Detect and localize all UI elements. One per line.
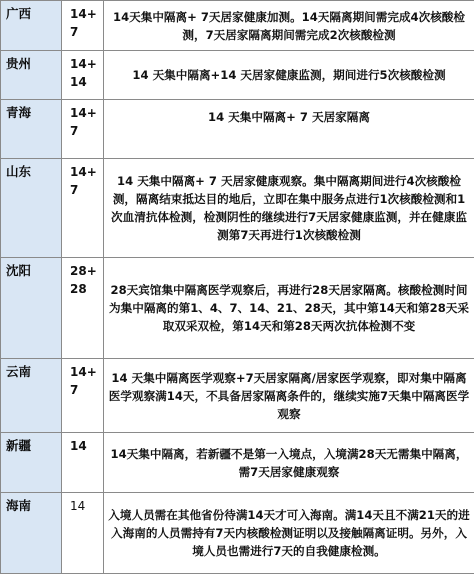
table-row — [1, 359, 474, 433]
policy-cell: 14 天集中隔离+ 7 天居家隔离 — [104, 100, 474, 159]
policy-cell: 入境人员需在其他省份待满14天才可入海南。满14天且不满21天的进入海南的人员需持有7天内核酸检测证明以及接触隔离证明。另外，入境人员也需进行7天的自我健康检测。 — [104, 493, 474, 574]
region-cell: 沈阳 — [1, 258, 62, 359]
days-cell: 14+ 7 — [62, 1, 104, 51]
policy-cell: 28天宾馆集中隔离医学观察后，再进行28天居家隔离。核酸检测时间为集中隔离的第1、4、7、14、21、28天，其中第14天和第28天采取双采双检，第14天和第28天两次抗体检测不变 — [104, 258, 474, 359]
region-cell: 山东 — [1, 159, 62, 258]
policy-cell: 14 天集中隔离+ 7 天居家健康观察。集中隔离期间进行4次核酸检测，隔离结束抵达目的地后，立即在集中服务点进行1次核酸检测和1次血清抗体检测，检测阴性的继续进行7天居家健康监测，并在健康监测第7天再进行1次核酸检测 — [104, 159, 474, 258]
policy-cell: 14天集中隔离，若新疆不是第一入境点，入境满28天无需集中隔离，需7天居家健康观察 — [104, 433, 474, 493]
table-row — [1, 100, 474, 159]
table-row — [1, 159, 474, 258]
region-cell: 青海 — [1, 100, 62, 159]
region-cell: 海南 — [1, 493, 62, 574]
days-cell: 14+ 14 — [62, 51, 104, 100]
days-cell: 14+ 7 — [62, 159, 104, 258]
days-cell: 14 — [62, 433, 104, 493]
table-row — [1, 1, 474, 51]
region-cell: 贵州 — [1, 51, 62, 100]
policy-cell: 14天集中隔离+ 7天居家健康加测。14天隔离期间需完成4次核酸检测，7天居家隔离期间需完成2次核酸检测 — [104, 1, 474, 51]
table-row — [1, 433, 474, 493]
region-cell: 云南 — [1, 359, 62, 433]
table-row — [1, 51, 474, 100]
days-cell: 28+ 28 — [62, 258, 104, 359]
table-row — [1, 493, 474, 574]
days-cell: 14 — [62, 493, 104, 574]
table-row — [1, 258, 474, 359]
region-cell: 广西 — [1, 1, 62, 51]
days-cell: 14+ 7 — [62, 100, 104, 159]
region-cell: 新疆 — [1, 433, 62, 493]
table-body — [1, 1, 474, 574]
days-cell: 14+ 7 — [62, 359, 104, 433]
policy-cell: 14 天集中隔离医学观察+7天居家隔离/居家医学观察，即对集中隔离医学观察满14天，不具备居家隔离条件的，继续实施7天集中隔离医学观察 — [104, 359, 474, 433]
policy-cell: 14 天集中隔离+14 天居家健康监测，期间进行5次核酸检测 — [104, 51, 474, 100]
